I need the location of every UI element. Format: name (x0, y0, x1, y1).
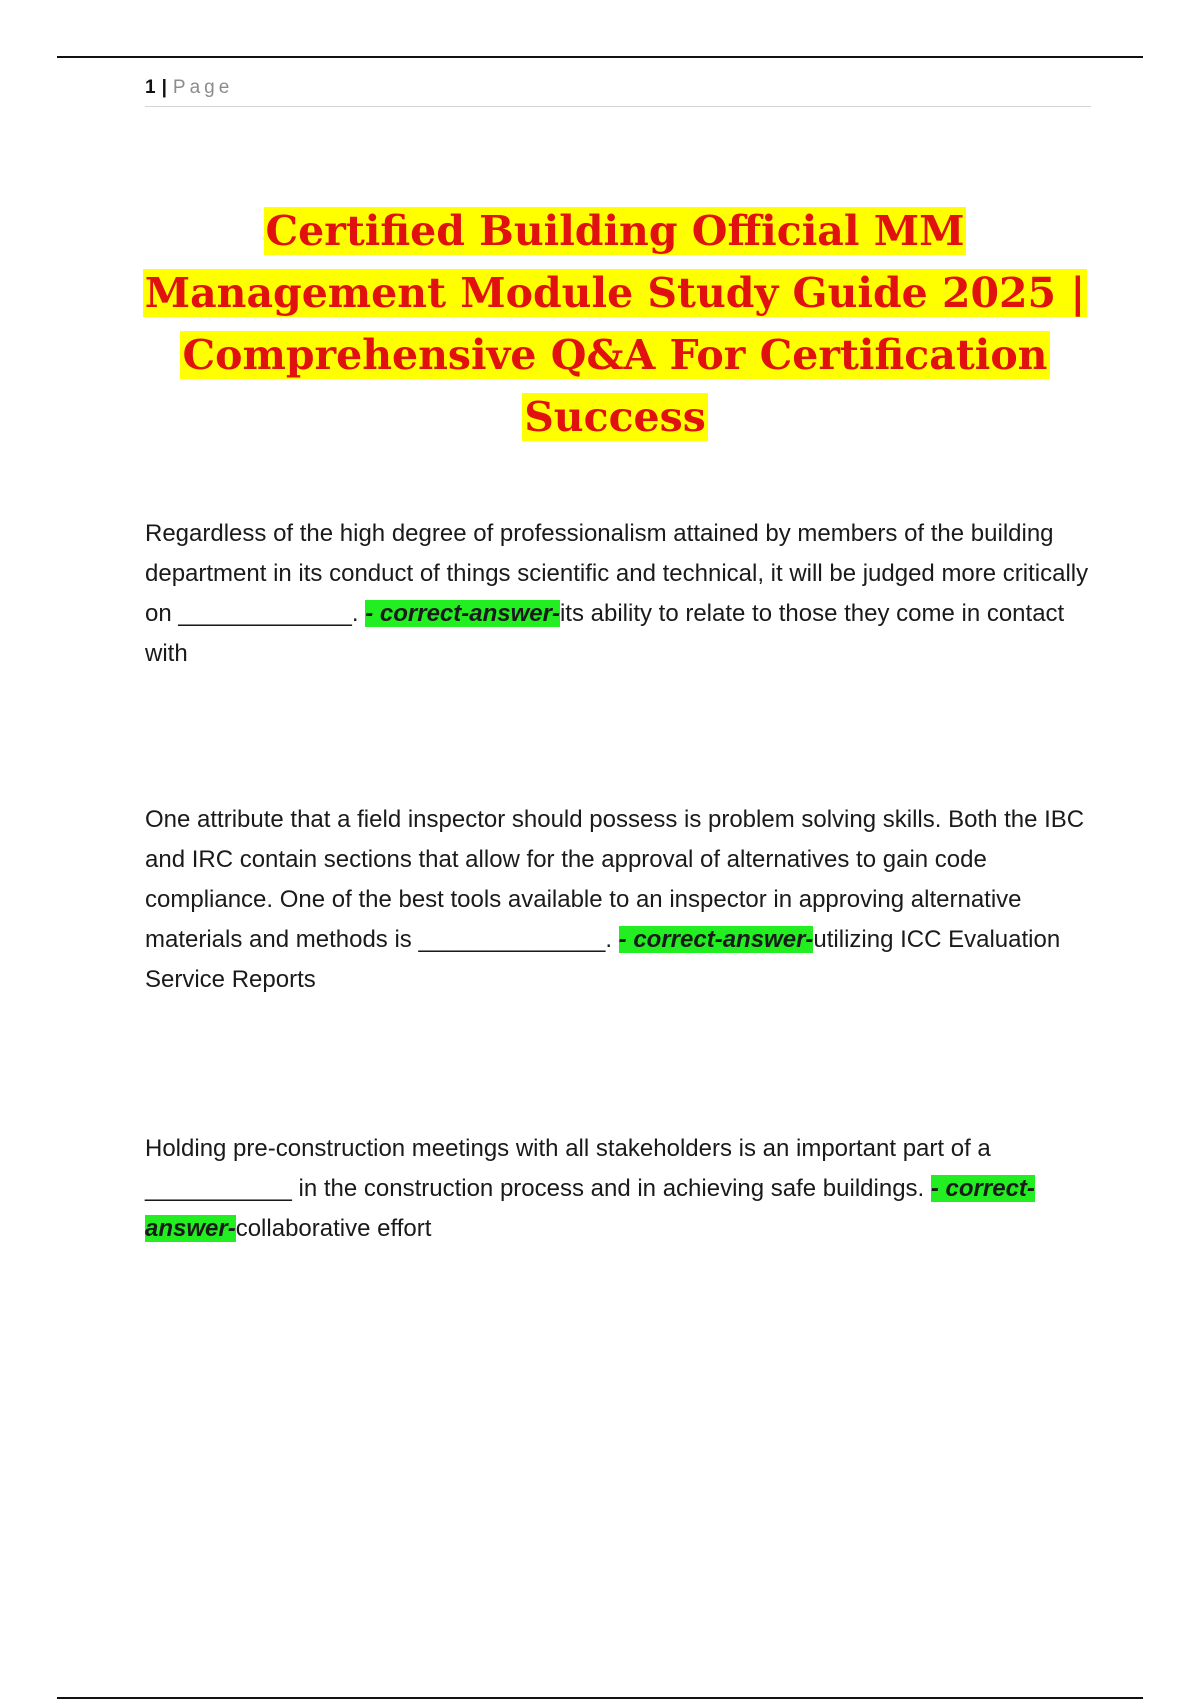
top-rule (57, 56, 1143, 58)
qa-item-1 (145, 514, 1091, 674)
document-title (120, 200, 1110, 448)
page-separator: | (161, 77, 167, 98)
correct-answer-marker: - correct-answer- (365, 600, 560, 627)
correct-answer-marker: - correct-answer- (145, 1175, 1035, 1242)
qa-item-3 (145, 1129, 1091, 1249)
page-header (145, 74, 1091, 107)
page-number: 1 (145, 77, 156, 98)
answer-text: collaborative effort (235, 1215, 432, 1242)
answer-text: utilizing ICC Evaluation Service Reports (145, 926, 1061, 993)
question-text: Holding pre-construction meetings with all stakeholders is an important part of a ___________ in the construction process and in achieving safe buildings. (145, 1135, 991, 1202)
question-text: One attribute that a field inspector should possess is problem solving skills. Both the IBC and IRC contain sections that allow for the approval of alternatives to gain code compliance. One of the best tools available to an inspector in approving alternative materials and methods is ______________. (145, 806, 1085, 953)
document-title-text: Certified Building Official MM Management Module Study Guide 2025 | Comprehensive Q&A For Certification Success (144, 207, 1086, 441)
answer-text: its ability to relate to those they come in contact with (145, 600, 1065, 667)
page-label: Page (172, 77, 234, 98)
correct-answer-marker: - correct-answer- (618, 926, 814, 953)
qa-item-2 (145, 800, 1091, 1000)
bottom-rule (57, 1697, 1143, 1699)
question-text: Regardless of the high degree of professionalism attained by members of the building department in its conduct of things scientific and technical, it will be judged more critically on _____________. (145, 520, 1089, 627)
